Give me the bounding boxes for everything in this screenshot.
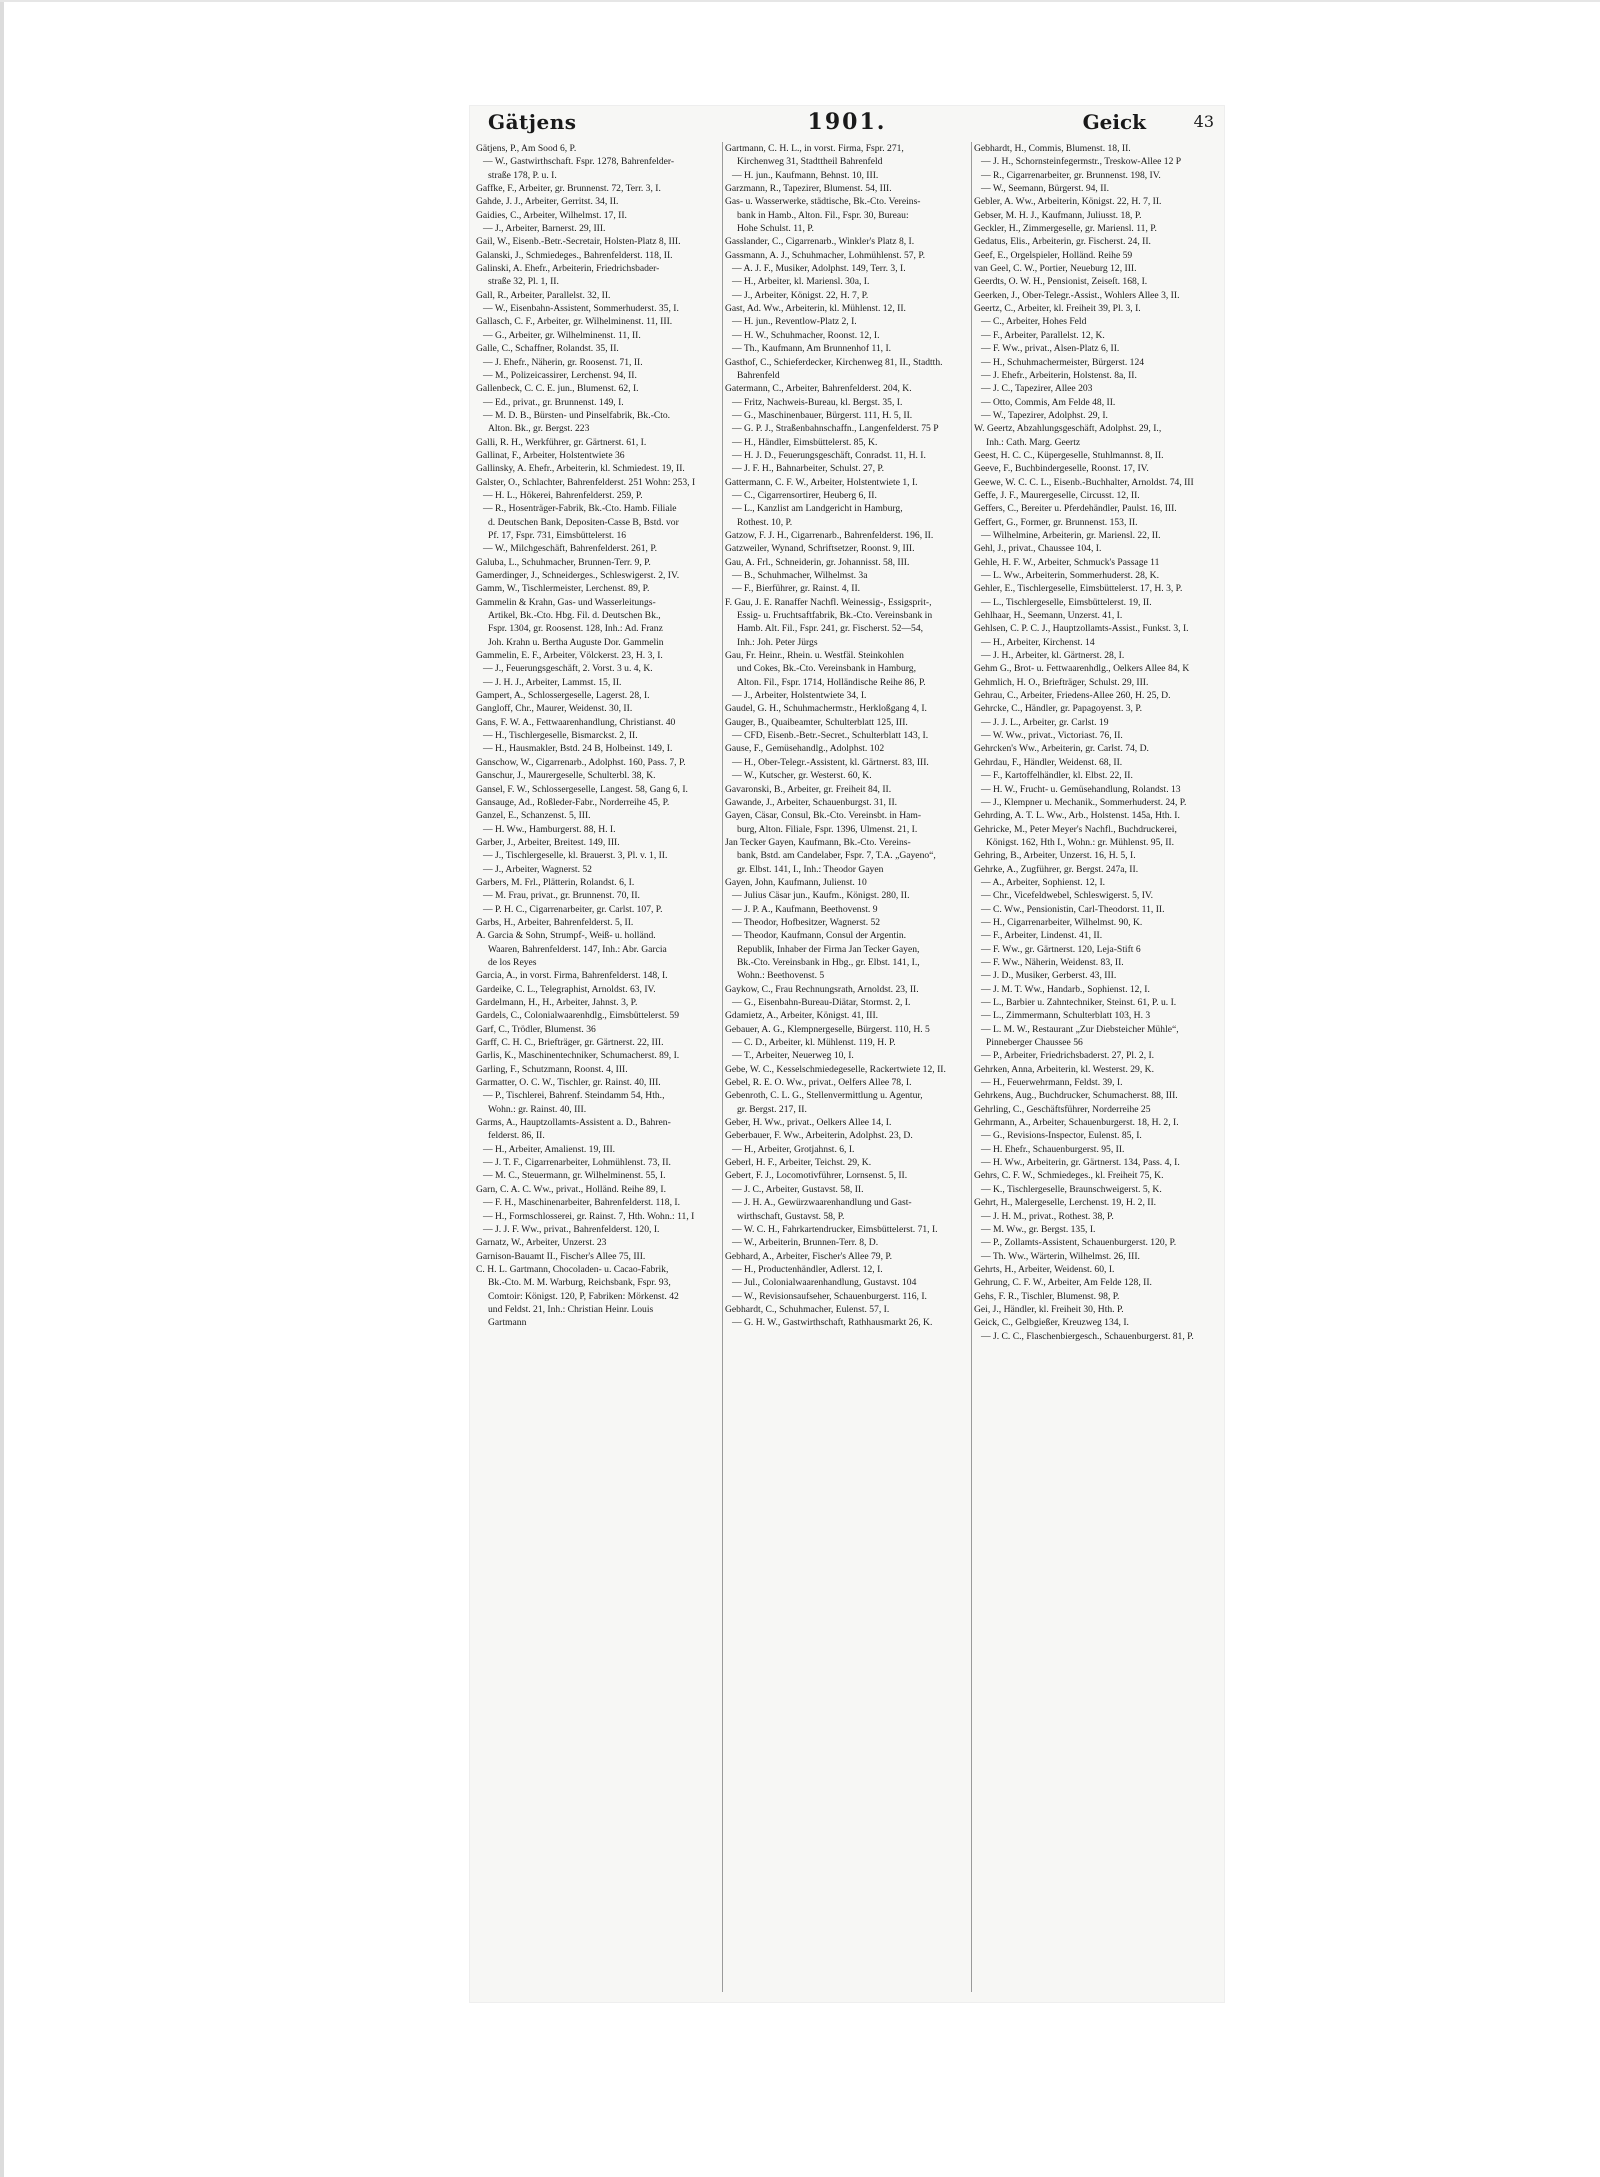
- directory-entry: — W., Milchgeschäft, Bahrenfelderst. 261, P.: [483, 543, 657, 555]
- directory-entry: — H., Cigarrenarbeiter, Wilhelmst. 90, K.: [981, 916, 1143, 928]
- directory-entry: W. Geertz, Abzahlungsgeschäft, Adolphst. 29, I.,: [974, 423, 1162, 435]
- directory-entry-continuation: Republik, Inhaber der Firma Jan Tecker Gayen,: [737, 943, 920, 955]
- directory-entry: — J. F. H., Bahnarbeiter, Schulst. 27, P.: [732, 463, 885, 475]
- directory-entry-continuation: Bk.-Cto. Vereinsbank in Hbg., gr. Elbst. 141, I.,: [737, 956, 920, 968]
- directory-entry: Garcia, A., in vorst. Firma, Bahrenfelderst. 148, I.: [476, 970, 668, 982]
- directory-entry: Gehlsen, C. P. C. J., Hauptzollamts-Assist., Funkst. 3, I.: [974, 623, 1189, 635]
- directory-entry: — P., Tischlerei, Bahrenf. Steindamm 54, Hth.,: [483, 1090, 665, 1102]
- directory-entry: Garmatter, O. C. W., Tischler, gr. Rainst. 40, III.: [476, 1077, 661, 1089]
- directory-entry: Gehrts, H., Arbeiter, Weidenst. 60, I.: [974, 1263, 1115, 1275]
- directory-entry-continuation: Hamb. Alt. Fil., Fspr. 241, gr. Fischerst. 52—54,: [737, 623, 924, 635]
- directory-entry: — F., Arbeiter, Lindenst. 41, II.: [981, 930, 1103, 942]
- directory-entry-continuation: felderst. 86, II.: [488, 1130, 545, 1142]
- directory-entry-continuation: Essig- u. Fruchtsaftfabrik, Bk.-Cto. Vereinsbank in: [737, 610, 933, 622]
- directory-entry: Gansauge, Ad., Roßleder-Fabr., Norderreihe 45, P.: [476, 796, 670, 808]
- directory-entry: — H. J. D., Feuerungsgeschäft, Conradst. 11, H. I.: [732, 449, 926, 461]
- directory-entry-continuation: de los Reyes: [488, 956, 537, 968]
- directory-entry: — L., Tischlergeselle, Eimsbüttelerst. 19, II.: [981, 596, 1152, 608]
- directory-entry: Gatzow, F. J. H., Cigarrenarb., Bahrenfelderst. 196, II.: [725, 529, 934, 541]
- directory-entry: — J., Tischlergeselle, kl. Brauerst. 3, Pl. v. 1, II.: [483, 850, 668, 862]
- directory-entry: — H., Arbeiter, Amalienst. 19, III.: [483, 1143, 616, 1155]
- directory-entry: Gebhardt, C., Schuhmacher, Eulenst. 57, I.: [725, 1303, 890, 1315]
- directory-entry: — H., Arbeiter, Kirchenst. 14: [981, 636, 1095, 648]
- directory-entry: — C. Ww., Pensionistin, Carl-Theodorst. 11, II.: [981, 903, 1165, 915]
- directory-entry: — W. C. H., Fahrkartendrucker, Eimsbüttelerst. 71, I.: [732, 1223, 938, 1235]
- directory-entry-continuation: Artikel, Bk.-Cto. Hbg. Fil. d. Deutschen Bk.,: [488, 610, 661, 622]
- directory-entry: — H., Arbeiter, kl. Mariensl. 30a, I.: [732, 276, 870, 288]
- column-divider: [971, 142, 972, 1992]
- directory-entry-continuation: d. Deutschen Bank, Depositen-Casse B, Bstd. vor: [488, 516, 679, 528]
- directory-entry: Gammelin, E. F., Arbeiter, Völckerst. 23, H. 3, I.: [476, 650, 663, 662]
- page-number: 43: [1193, 112, 1214, 131]
- directory-entry: — G., Revisions-Inspector, Eulenst. 85, I.: [981, 1130, 1142, 1142]
- directory-entry: Gaidies, C., Arbeiter, Wilhelmst. 17, II.: [476, 209, 627, 221]
- directory-entry: — H. Ww., Hamburgerst. 88, H. I.: [483, 823, 616, 835]
- directory-entry: Gail, W., Eisenb.-Betr.-Secretair, Holsten-Platz 8, III.: [476, 236, 681, 248]
- directory-entry-continuation: gr. Bergst. 217, II.: [737, 1103, 807, 1115]
- directory-entry: Geffers, C., Bereiter u. Pferdehändler, Paulst. 16, III.: [974, 503, 1177, 515]
- directory-entry: Gebel, R. E. O. Ww., privat., Oelfers Allee 78, I.: [725, 1077, 912, 1089]
- directory-entry: — L., Barbier u. Zahntechniker, Steinst. 61, P. u. I.: [981, 997, 1177, 1008]
- directory-entry: Gatermann, C., Arbeiter, Bahrenfelderst. 204, K.: [725, 383, 912, 395]
- directory-entry: — W., Kutscher, gr. Westerst. 60, K.: [732, 770, 872, 782]
- directory-entry: Gehle, H. F. W., Arbeiter, Schmuck's Passage 11: [974, 556, 1160, 568]
- directory-entry: — F. Ww., privat., Alsen-Platz 6, II.: [981, 343, 1120, 355]
- directory-entry: Gebler, A. Ww., Arbeiterin, Königst. 22, H. 7, II.: [974, 196, 1162, 208]
- directory-entry: Galanski, J., Schmiedeges., Bahrenfelderst. 118, II.: [476, 249, 673, 261]
- directory-entry: — Otto, Commis, Am Felde 48, II.: [981, 396, 1116, 408]
- directory-entry-continuation: Pinneberger Chaussee 56: [986, 1037, 1083, 1049]
- directory-entry: Gallinat, F., Arbeiter, Holstentwiete 36: [476, 449, 625, 461]
- directory-entry: Geerken, J., Ober-Telegr.-Assist., Wohlers Allee 3, II.: [974, 289, 1180, 301]
- directory-entry-continuation: straße 178, P. u. I.: [488, 169, 557, 181]
- directory-entry-continuation: bank, Bstd. am Candelaber, Fspr. 7, T.A. „Gayeno“,: [737, 850, 936, 862]
- directory-entry-continuation: und Cokes, Bk.-Cto. Vereinsbank in Hamburg,: [737, 663, 916, 675]
- directory-entry: Garber, J., Arbeiter, Breitest. 149, III.: [476, 836, 620, 848]
- directory-entry: Gehm G., Brot- u. Fettwaarenhdlg., Oelkers Allee 84, K: [974, 663, 1190, 675]
- directory-entry: — J. D., Musiker, Gerberst. 43, III.: [981, 970, 1117, 982]
- directory-entry-continuation: Rothest. 10, P.: [737, 516, 793, 528]
- directory-entry: — W. Ww., privat., Victoriast. 76, II.: [981, 730, 1123, 742]
- directory-entry: — F. H., Maschinenarbeiter, Bahrenfelderst. 118, I.: [483, 1197, 680, 1209]
- directory-entry: — Fritz, Nachweis-Bureau, kl. Bergst. 35, I.: [732, 396, 903, 408]
- directory-entry: Gebenroth, C. L. G., Stellenvermittlung u. Agentur,: [725, 1090, 923, 1102]
- directory-entry: Gau, Fr. Heinr., Rhein. u. Westfäl. Steinkohlen: [725, 650, 904, 662]
- directory-entry: — G., Arbeiter, gr. Wilhelminenst. 11, II.: [483, 329, 641, 341]
- directory-entry: — L. Ww., Arbeiterin, Sommerhuderst. 28, K.: [981, 570, 1159, 581]
- directory-entry: Gampert, A., Schlossergeselle, Lagerst. 28, I.: [476, 690, 650, 702]
- directory-entry-continuation: Pf. 17, Fspr. 731, Eimsbüttelerst. 16: [488, 529, 627, 541]
- directory-entry: Galinski, A. Ehefr., Arbeiterin, Friedrichsbader-: [476, 263, 660, 275]
- directory-entry: Geberbauer, F. Ww., Arbeiterin, Adolphst. 23, D.: [725, 1130, 913, 1142]
- directory-entry: Gehrs, C. F. W., Schmiedeges., kl. Freiheit 75, K.: [974, 1170, 1164, 1182]
- directory-entry: Gassmann, A. J., Schuhmacher, Lohmühlenst. 57, P.: [725, 249, 926, 261]
- directory-entry-continuation: Waaren, Bahrenfelderst. 147, Inh.: Abr. Garcia: [488, 943, 667, 955]
- directory-entry-continuation: Alton. Bk., gr. Bergst. 223: [488, 423, 590, 435]
- directory-entry: — F., Kartoffelhändler, kl. Elbst. 22, II.: [981, 770, 1133, 782]
- directory-entry: Geckler, H., Zimmergeselle, gr. Mariensl. 11, P.: [974, 223, 1157, 235]
- directory-entry: Ganzel, E., Schanzenst. 5, III.: [476, 810, 591, 822]
- directory-entry: Gardels, C., Colonialwaarenhdlg., Eimsbüttelerst. 59: [476, 1010, 680, 1022]
- directory-entry-continuation: Hohe Schulst. 11, P.: [737, 223, 814, 235]
- directory-entry: Gehl, J., privat., Chaussee 104, I.: [974, 543, 1102, 555]
- directory-entry: Gardeike, C. L., Telegraphist, Arnoldst. 63, IV.: [476, 983, 656, 995]
- directory-entry: Ganschow, W., Cigarrenarb., Adolphst. 160, Pass. 7, P.: [476, 756, 686, 768]
- directory-entry: Gehrt, H., Malergeselle, Lerchenst. 19, H. 2, II.: [974, 1197, 1157, 1209]
- directory-entry: — B., Schuhmacher, Wilhelmst. 3a: [732, 570, 868, 581]
- directory-entry: — H., Formschlosserei, gr. Rainst. 7, Hth. Wohn.: 11, I: [483, 1210, 695, 1222]
- directory-entry: Gebe, W. C., Kesselschmiedegeselle, Rackertwiete 12, II.: [725, 1063, 946, 1075]
- directory-entry: Gebauer, A. G., Klempnergeselle, Bürgerst. 110, H. 5: [725, 1023, 930, 1035]
- directory-entry: Gätjens, P., Am Sood 6, P.: [476, 143, 577, 154]
- directory-entry: Gebser, M. H. J., Kaufmann, Juliusst. 18, P.: [974, 209, 1142, 221]
- directory-entry: Gartmann, C. H. L., in vorst. Firma, Fspr. 271,: [725, 143, 904, 154]
- directory-entry: Gauger, B., Quaibeamter, Schulterblatt 125, III.: [725, 716, 908, 728]
- directory-entry: — H., Schuhmachermeister, Bürgerst. 124: [981, 356, 1145, 368]
- directory-entry-continuation: Wohn.: Beethovenst. 5: [737, 970, 825, 982]
- directory-entry: — G., Maschinenbauer, Bürgerst. 111, H. 5, II.: [732, 409, 913, 421]
- directory-entry: Galuba, L., Schuhmacher, Brunnen-Terr. 9, P.: [476, 556, 651, 568]
- directory-entry: — H., Productenhändler, Adlerst. 12, I.: [732, 1263, 883, 1275]
- directory-entry: — H. Ww., Arbeiterin, gr. Gärtnerst. 134, Pass. 4, I.: [981, 1157, 1180, 1169]
- directory-entry: A. Garcia & Sohn, Strumpf-, Weiß- u. holländ.: [476, 930, 656, 942]
- directory-entry: Gehler, E., Tischlergeselle, Eimsbüttelerst. 17, H. 3, P.: [974, 583, 1183, 595]
- directory-entry: Gdamietz, A., Arbeiter, Königst. 41, III.: [725, 1010, 879, 1022]
- directory-entry: — M. D. B., Bürsten- und Pinselfabrik, Bk.-Cto.: [483, 409, 671, 421]
- directory-entry-continuation: bank in Hamb., Alton. Fil., Fspr. 30, Bureau:: [737, 209, 909, 221]
- directory-entry: Gehrkens, Aug., Buchdrucker, Schumacherst. 88, III.: [974, 1090, 1178, 1102]
- directory-entry: — R., Hosenträger-Fabrik, Bk.-Cto. Hamb. Filiale: [483, 503, 677, 515]
- directory-entry: — J. Ehefr., Näherin, gr. Roosenst. 71, II.: [483, 356, 643, 368]
- directory-entry: — L., Zimmermann, Schulterblatt 103, H. 3: [981, 1010, 1151, 1022]
- directory-entry: — W., Eisenbahn-Assistent, Sommerhuderst. 35, I.: [483, 303, 679, 315]
- directory-entry: — Julius Cäsar jun., Kaufm., Königst. 280, II.: [732, 890, 910, 902]
- directory-entry: — CFD, Eisenb.-Betr.-Secret., Schulterblatt 143, I.: [732, 730, 929, 742]
- directory-entry: Gast, Ad. Ww., Arbeiterin, kl. Mühlenst. 12, II.: [725, 303, 906, 315]
- directory-entry: — A. J. F., Musiker, Adolphst. 149, Terr. 3, I.: [732, 263, 906, 275]
- directory-entry: Garnatz, W., Arbeiter, Unzerst. 23: [476, 1237, 607, 1249]
- directory-entry: Geffert, G., Former, gr. Brunnenst. 153, II.: [974, 516, 1138, 528]
- directory-entry-continuation: gr. Elbst. 141, I., Inh.: Theodor Gayen: [737, 863, 884, 875]
- directory-entry: F. Gau, J. E. Ranaffer Nachfl. Weinessig-, Essigsprit-,: [725, 596, 932, 608]
- directory-entry: C. H. L. Gartmann, Chocoladen- u. Cacao-Fabrik,: [476, 1263, 669, 1275]
- directory-entry: — H. L., Hökerei, Bahrenfelderst. 259, P.: [483, 489, 643, 501]
- directory-entry: — Th., Kaufmann, Am Brunnenhof 11, I.: [732, 343, 892, 355]
- directory-entry: — M. Ww., gr. Bergst. 135, I.: [981, 1223, 1096, 1235]
- directory-entry: Gehrling, C., Geschäftsführer, Norderreihe 25: [974, 1103, 1151, 1115]
- column-divider: [722, 142, 723, 1992]
- directory-entry: — J. C., Arbeiter, Gustavst. 58, II.: [732, 1183, 864, 1195]
- directory-entry: — F., Arbeiter, Parallelst. 12, K.: [981, 329, 1105, 341]
- directory-entry: — H. jun., Reventlow-Platz 2, I.: [732, 316, 857, 328]
- directory-entry: — J., Arbeiter, Holstentwiete 34, I.: [732, 690, 867, 702]
- directory-entry: — R., Cigarrenarbeiter, gr. Brunnenst. 198, IV.: [981, 169, 1161, 181]
- directory-entry: — H., Ober-Telegr.-Assistent, kl. Gärtnerst. 83, III.: [732, 756, 929, 768]
- directory-entry: — H., Tischlergeselle, Bismarckst. 2, II.: [483, 730, 638, 742]
- directory-entry: — J. T. F., Cigarrenarbeiter, Lohmühlenst. 73, II.: [483, 1157, 671, 1169]
- directory-entry: Garf, C., Trödler, Blumenst. 36: [476, 1023, 596, 1035]
- directory-entry: Garzmann, R., Tapezirer, Blumenst. 54, III.: [725, 183, 892, 195]
- directory-entry: — J. H. J., Arbeiter, Lammst. 15, II.: [483, 676, 622, 688]
- directory-entry: Gebhard, A., Arbeiter, Fischer's Allee 79, P.: [725, 1250, 893, 1262]
- directory-entry: — J. H., Arbeiter, kl. Gärtnerst. 28, I.: [981, 650, 1125, 662]
- directory-entry: Geick, C., Gelbgießer, Kreuzweg 134, I.: [974, 1317, 1129, 1329]
- directory-entry: — G., Eisenbahn-Bureau-Diätar, Stormst. 2, I.: [732, 997, 911, 1008]
- directory-entry: — J., Arbeiter, Barnerst. 29, III.: [483, 223, 606, 235]
- directory-columns: [476, 142, 1218, 1992]
- directory-entry: Gamerdinger, J., Schneiderges., Schleswigerst. 2, IV.: [476, 570, 680, 581]
- directory-entry: — L., Kanzlist am Landgericht in Hamburg,: [732, 503, 903, 515]
- directory-entry: Gavaronski, B., Arbeiter, gr. Freiheit 84, II.: [725, 783, 892, 795]
- directory-entry: Gebert, F. J., Locomotivführer, Lornsenst. 5, II.: [725, 1170, 908, 1182]
- directory-entry: Gehrmann, A., Arbeiter, Schauenburgerst. 18, H. 2, I.: [974, 1117, 1179, 1129]
- directory-entry: Gebhardt, H., Commis, Blumenst. 18, II.: [974, 143, 1131, 154]
- directory-entry: — W., Tapezirer, Adolphst. 29, I.: [981, 409, 1108, 421]
- directory-entry: — Wilhelmine, Arbeiterin, gr. Mariensl. 22, II.: [981, 529, 1161, 541]
- directory-entry: Galle, C., Schaffner, Rolandst. 35, II.: [476, 343, 619, 355]
- directory-entry: Gei, J., Händler, kl. Freiheit 30, Hth. P.: [974, 1303, 1124, 1315]
- directory-entry: Gehrcke, C., Händler, gr. Papagoyenst. 3, P.: [974, 703, 1143, 715]
- directory-entry-continuation: Königst. 162, Hth I., Wohn.: gr. Mühlenst. 95, II.: [986, 836, 1174, 848]
- directory-column-2: [725, 142, 967, 1992]
- directory-entry: Gallinsky, A. Ehefr., Arbeiterin, kl. Schmiedest. 19, II.: [476, 463, 685, 475]
- directory-entry: — H. jun., Kaufmann, Behnst. 10, III.: [732, 169, 879, 181]
- directory-entry: Gallenbeck, C. C. E. jun., Blumenst. 62, I.: [476, 383, 639, 395]
- directory-entry: — T., Arbeiter, Neuerweg 10, I.: [732, 1050, 854, 1062]
- directory-entry: Gehrding, A. T. L. Ww., Arb., Holstenst. 145a, Hth. I.: [974, 810, 1180, 822]
- scan-edge-top: [0, 0, 1600, 2]
- directory-entry: Gatzweiler, Wynand, Schriftsetzer, Roonst. 9, III.: [725, 543, 915, 555]
- directory-entry: Gaffke, F., Arbeiter, gr. Brunnenst. 72, Terr. 3, I.: [476, 183, 661, 195]
- directory-entry: Garlis, K., Maschinentechniker, Schumacherst. 89, I.: [476, 1050, 680, 1062]
- directory-entry: — M., Polizeicassirer, Lerchenst. 94, II.: [483, 369, 637, 381]
- directory-entry: — M. C., Steuermann, gr. Wilhelminenst. 55, I.: [483, 1170, 666, 1182]
- directory-entry: — H., Arbeiter, Grotjahnst. 6, I.: [732, 1143, 855, 1155]
- directory-entry: Gans, F. W. A., Fettwaarenhandlung, Christianst. 40: [476, 716, 676, 728]
- directory-entry: — J. Ehefr., Arbeiterin, Holstenst. 8a, II.: [981, 369, 1137, 381]
- directory-entry-continuation: Inh.: Joh. Peter Jürgs: [737, 636, 818, 648]
- directory-entry: — Chr., Vicefeldwebel, Schleswigerst. 5, IV.: [981, 890, 1153, 902]
- directory-entry: Gangloff, Chr., Maurer, Weidenst. 30, II.: [476, 703, 633, 715]
- directory-entry: Gehmlich, H. O., Briefträger, Schulst. 29, III.: [974, 676, 1149, 688]
- directory-entry: Gehricke, M., Peter Meyer's Nachfl., Buchdruckerei,: [974, 823, 1177, 835]
- page-header: [470, 106, 1224, 140]
- directory-entry-continuation: Kirchenweg 31, Stadttheil Bahrenfeld: [737, 156, 883, 168]
- directory-entry: — P. H. C., Cigarrenarbeiter, gr. Carlst. 107, P.: [483, 903, 663, 915]
- directory-entry: — F. Ww., Näherin, Weidenst. 83, II.: [981, 956, 1124, 968]
- directory-entry: Geberl, H. F., Arbeiter, Teichst. 29, K.: [725, 1157, 872, 1169]
- directory-entry-continuation: Bahrenfeld: [737, 369, 780, 381]
- directory-entry: — J., Arbeiter, Königst. 22, H. 7, P.: [732, 289, 869, 301]
- directory-entry: Gawande, J., Arbeiter, Schauenburgst. 31, II.: [725, 796, 898, 808]
- directory-entry: Gehrdau, F., Händler, Weidenst. 68, II.: [974, 756, 1123, 768]
- directory-entry: Gasslander, C., Cigarrenarb., Winkler's Platz 8, I.: [725, 236, 915, 248]
- directory-entry: — K., Tischlergeselle, Braunschweigerst. 5, K.: [981, 1183, 1162, 1195]
- directory-entry: Gammelin & Krahn, Gas- und Wasserleitungs-: [476, 596, 656, 608]
- directory-entry: — H., Hausmakler, Bstd. 24 B, Holbeinst. 149, I.: [483, 743, 673, 755]
- directory-entry-continuation: Wohn.: gr. Rainst. 40, III.: [488, 1103, 587, 1115]
- directory-entry-continuation: Comtoir: Königst. 120, P, Fabriken: Mörkenst. 42: [488, 1290, 679, 1302]
- directory-entry-continuation: und Feldst. 21, Inh.: Christian Heinr. Louis: [488, 1303, 654, 1315]
- directory-entry: Garnison-Bauamt II., Fischer's Allee 75, III.: [476, 1250, 646, 1262]
- directory-entry: Gattermann, C. F. W., Arbeiter, Holstentwiete 1, I.: [725, 476, 918, 488]
- running-head-left: Gätjens: [488, 110, 577, 134]
- directory-entry: — J., Klempner u. Mechanik., Sommerhuderst. 24, P.: [981, 796, 1187, 808]
- directory-entry: — G. H. W., Gastwirthschaft, Rathhausmarkt 26, K.: [732, 1317, 933, 1329]
- directory-entry: Garff, C. H. C., Briefträger, gr. Gärtnerst. 22, III.: [476, 1037, 664, 1049]
- directory-entry: Galster, O., Schlachter, Bahrenfelderst. 251 Wohn: 253, I: [476, 476, 696, 488]
- directory-entry: — W., Gastwirthschaft. Fspr. 1278, Bahrenfelder-: [483, 156, 675, 168]
- directory-entry: — J. J. L., Arbeiter, gr. Carlst. 19: [981, 716, 1109, 728]
- directory-entry: — H., Händler, Eimsbüttelerst. 85, K.: [732, 436, 878, 448]
- directory-entry: — J. H. A., Gewürzwaarenhandlung und Gast-: [732, 1197, 912, 1209]
- directory-entry: Gaykow, C., Frau Rechnungsrath, Arnoldst. 23, II.: [725, 983, 919, 995]
- directory-entry-continuation: burg, Alton. Filiale, Fspr. 1396, Ulmenst. 21, I.: [737, 823, 918, 835]
- directory-entry: — Th. Ww., Wärterin, Wilhelmst. 26, III.: [981, 1250, 1140, 1262]
- directory-entry: Geertz, C., Arbeiter, kl. Freiheit 39, Pl. 3, I.: [974, 303, 1141, 315]
- directory-entry: Gause, F., Gemüsehandlg., Adolphst. 102: [725, 743, 885, 755]
- directory-entry-continuation: wirthschaft, Gustavst. 58, P.: [737, 1210, 845, 1222]
- directory-entry: Gehrcken's Ww., Arbeiterin, gr. Carlst. 74, D.: [974, 743, 1149, 755]
- running-head-right: Geick: [1082, 110, 1146, 134]
- directory-entry: Geewe, W. C. C. L., Eisenb.-Buchhalter, Arnoldst. 74, III: [974, 476, 1194, 488]
- directory-entry: Gall, R., Arbeiter, Parallelst. 32, II.: [476, 289, 611, 301]
- directory-entry: Gehrke, A., Zugführer, gr. Bergst. 247a, II.: [974, 863, 1139, 875]
- directory-entry-continuation: Fspr. 1304, gr. Roosenst. 128, Inh.: Ad. Franz: [488, 623, 663, 635]
- directory-entry: — P., Zollamts-Assistent, Schauenburgerst. 120, P.: [981, 1237, 1177, 1249]
- directory-column-1: [476, 142, 718, 1992]
- directory-entry: — F. Ww., gr. Gärtnerst. 120, Leja-Stift 6: [981, 943, 1141, 955]
- directory-entry: Gansel, F. W., Schlossergeselle, Langest. 58, Gang 6, I.: [476, 783, 688, 795]
- directory-entry: Gehrung, C. F. W., Arbeiter, Am Felde 128, II.: [974, 1277, 1152, 1289]
- directory-entry: Garbers, M. Frl., Plätterin, Rolandst. 6, I.: [476, 876, 635, 888]
- directory-entry: Gas- u. Wasserwerke, städtische, Bk.-Cto. Vereins-: [725, 196, 921, 208]
- directory-column-3: [974, 142, 1216, 1992]
- directory-entry: — W., Arbeiterin, Brunnen-Terr. 8, D.: [732, 1237, 879, 1249]
- directory-entry: Geber, H. Ww., privat., Oelkers Allee 14, I.: [725, 1117, 892, 1129]
- directory-entry: Gehrau, C., Arbeiter, Friedens-Allee 260, H. 25, D.: [974, 690, 1171, 702]
- directory-entry: van Geel, C. W., Portier, Neueburg 12, III.: [974, 263, 1137, 275]
- directory-entry: — Theodor, Kaufmann, Consul der Argentin.: [732, 930, 907, 942]
- directory-entry: — J. P. A., Kaufmann, Beethovenst. 9: [732, 903, 878, 915]
- directory-entry: — Jul., Colonialwaarenhandlung, Gustavst. 104: [732, 1277, 917, 1289]
- directory-entry: — H., Feuerwehrmann, Feldst. 39, I.: [981, 1077, 1123, 1089]
- directory-entry: Galli, R. H., Werkführer, gr. Gärtnerst. 61, I.: [476, 436, 647, 448]
- directory-entry: Gasthof, C., Schieferdecker, Kirchenweg 81, II., Stadtth.: [725, 356, 943, 368]
- directory-entry: Garling, F., Schutzmann, Roonst. 4, III.: [476, 1063, 628, 1075]
- directory-entry: — J., Feuerungsgeschäft, 2. Vorst. 3 u. 4, K.: [483, 663, 653, 675]
- directory-entry: Gedatus, Elis., Arbeiterin, gr. Fischerst. 24, II.: [974, 236, 1151, 248]
- directory-entry-continuation: Inh.: Cath. Marg. Geertz: [986, 436, 1081, 448]
- directory-entry: Gehlhaar, H., Seemann, Unzerst. 41, I.: [974, 610, 1123, 622]
- directory-entry: — J. J. F. Ww., privat., Bahrenfelderst. 120, I.: [483, 1223, 660, 1235]
- directory-entry-continuation: straße 32, Pl. 1, II.: [488, 276, 559, 288]
- directory-entry: — Ed., privat., gr. Brunnenst. 149, I.: [483, 396, 624, 408]
- directory-entry: — J. C., Tapezirer, Allee 203: [981, 383, 1093, 395]
- directory-entry: Gehring, B., Arbeiter, Unzerst. 16, H. 5, I.: [974, 850, 1136, 862]
- directory-entry: Gamm, W., Tischlermeister, Lerchenst. 89, P.: [476, 583, 650, 595]
- directory-entry: Gaudel, G. H., Schuhmachermstr., Herkloßgang 4, I.: [725, 703, 927, 715]
- directory-entry: Gehrken, Anna, Arbeiterin, kl. Westerst. 29, K.: [974, 1063, 1154, 1075]
- directory-entry: Gardelmann, H., H., Arbeiter, Jahnst. 3, P.: [476, 997, 638, 1008]
- directory-entry: — J. H., Schornsteinfegermstr., Treskow-Allee 12 P: [981, 156, 1182, 168]
- directory-entry: — C., Cigarrensortirer, Heuberg 6, II.: [732, 489, 877, 501]
- directory-entry: Ganschur, J., Maurergeselle, Schulterbl. 38, K.: [476, 770, 656, 782]
- directory-entry: — F., Bierführer, gr. Rainst. 4, II.: [732, 583, 861, 595]
- directory-entry: Geest, H. C. C., Küpergeselle, Stuhlmannst. 8, II.: [974, 449, 1164, 461]
- directory-entry: — A., Arbeiter, Sophienst. 12, I.: [981, 876, 1106, 888]
- directory-entry: — W., Revisionsaufseher, Schauenburgerst. 116, I.: [732, 1290, 927, 1302]
- running-head-year: 1901.: [807, 109, 887, 135]
- directory-page: [470, 106, 1224, 2002]
- directory-entry: — H. W., Schuhmacher, Roonst. 12, I.: [732, 329, 880, 341]
- directory-entry: — M. Frau, privat., gr. Brunnenst. 70, II.: [483, 890, 640, 902]
- directory-entry: — L. M. W., Restaurant „Zur Diebsteicher Mühle“,: [981, 1023, 1179, 1035]
- directory-entry-continuation: Gartmann: [488, 1317, 527, 1329]
- directory-entry: Gehs, F. R., Tischler, Blumenst. 98, P.: [974, 1290, 1120, 1302]
- directory-entry: Geffe, J. F., Maurergeselle, Circusst. 12, II.: [974, 489, 1140, 501]
- directory-entry: Garn, C. A. C. Ww., privat., Holländ. Reihe 89, I.: [476, 1183, 666, 1195]
- directory-entry-continuation: Joh. Krahn u. Bertha Auguste Dor. Gammelin: [488, 636, 664, 648]
- directory-entry: Geeve, F., Buchbindergeselle, Roonst. 17, IV.: [974, 463, 1149, 475]
- directory-entry: Gahde, J. J., Arbeiter, Gerritst. 34, II.: [476, 196, 619, 208]
- directory-entry: Garbs, H., Arbeiter, Bahrenfelderst. 5, II.: [476, 916, 634, 928]
- directory-entry-continuation: Bk.-Cto. M. M. Warburg, Reichsbank, Fspr. 93,: [488, 1277, 671, 1289]
- directory-entry: — H. W., Frucht- u. Gemüsehandlung, Rolandst. 13: [981, 783, 1181, 795]
- directory-entry: — C. D., Arbeiter, kl. Mühlenst. 119, H. P.: [732, 1037, 896, 1049]
- scan-edge: [0, 0, 4, 2177]
- directory-entry: Geef, E., Orgelspieler, Holländ. Reihe 59: [974, 249, 1133, 261]
- directory-entry: — G. P. J., Straßenbahnschaffn., Langenfelderst. 75 P: [732, 423, 939, 435]
- directory-entry: Jan Tecker Gayen, Kaufmann, Bk.-Cto. Vereins-: [725, 836, 911, 848]
- directory-entry: Garms, A., Hauptzollamts-Assistent a. D., Bahren-: [476, 1117, 671, 1129]
- directory-entry: — J., Arbeiter, Wagnerst. 52: [483, 863, 592, 875]
- directory-entry: Gallasch, C. F., Arbeiter, gr. Wilhelminenst. 11, III.: [476, 316, 673, 328]
- directory-entry: Gau, A. Frl., Schneiderin, gr. Johannisst. 58, III.: [725, 556, 910, 568]
- directory-entry: — J. H. M., privat., Rothest. 38, P.: [981, 1210, 1114, 1222]
- directory-entry: — W., Seemann, Bürgerst. 94, II.: [981, 183, 1109, 195]
- directory-entry: — P., Arbeiter, Friedrichsbaderst. 27, Pl. 2, I.: [981, 1050, 1155, 1062]
- directory-entry: — J. C. C., Flaschenbiergesch., Schauenburgerst. 81, P.: [981, 1330, 1194, 1342]
- directory-entry-continuation: Alton. Fil., Fspr. 1714, Holländische Reihe 86, P.: [737, 676, 926, 688]
- directory-entry: — H. Ehefr., Schauenburgerst. 95, II.: [981, 1143, 1125, 1155]
- directory-entry: Gayen, Cäsar, Consul, Bk.-Cto. Vereinsbt. in Ham-: [725, 810, 922, 822]
- directory-entry: — Theodor, Hofbesitzer, Wagnerst. 52: [732, 916, 881, 928]
- directory-entry: Gayen, John, Kaufmann, Julienst. 10: [725, 876, 867, 888]
- directory-entry: — J. M. T. Ww., Handarb., Sophienst. 12, I.: [981, 983, 1150, 995]
- directory-entry: Geerdts, O. W. H., Pensionist, Zeiseſt. 168, I.: [974, 276, 1148, 288]
- directory-entry: — C., Arbeiter, Hohes Feld: [981, 316, 1087, 328]
